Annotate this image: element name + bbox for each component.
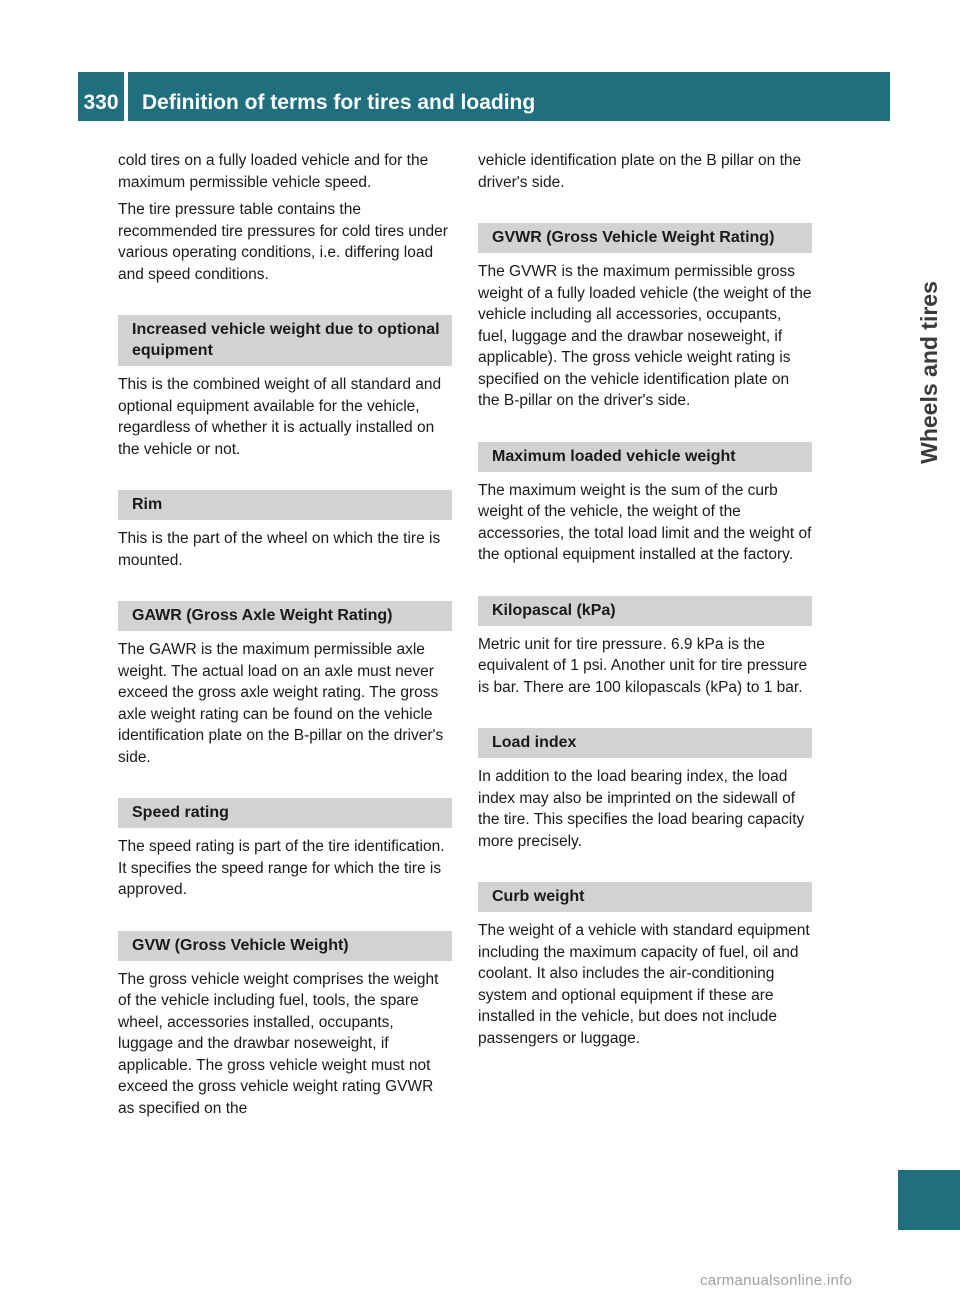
body-paragraph: The GVWR is the maximum permissible gross weight of a fully loaded vehicle (the weight of the vehicle including all accessories, occupants, fuel, luggage and the drawbar noseweight, if applicable). The gross vehicle weight rating is specified on the vehicle identification plate on the B-pillar on the driver's side.: [478, 263, 812, 409]
page-title: Definition of terms for tires and loading: [128, 72, 890, 121]
body-paragraph: The tire pressure table contains the recommended tire pressures for cold tires under various operating conditions, i.e. differing load and speed conditions.: [118, 201, 448, 283]
section-heading: Rim: [118, 490, 452, 520]
body-paragraph: Metric unit for tire pressure. 6.9 kPa is the equivalent of 1 psi. Another unit for tire pressure is bar. There are 100 kilopascals (kPa) to 1 bar.: [478, 635, 808, 696]
body-paragraph: vehicle identification plate on the B pillar on the driver's side.: [478, 152, 802, 191]
section-heading: GVWR (Gross Vehicle Weight Rating): [478, 223, 812, 253]
body-paragraph: The maximum weight is the sum of the curb weight of the vehicle, the weight of the accessories, the total load limit and the weight of the optional equipment installed at the factory.: [478, 481, 812, 563]
section-heading: Load index: [478, 728, 812, 758]
section-heading: GAWR (Gross Axle Weight Rating): [118, 601, 452, 631]
body-paragraph: cold tires on a fully loaded vehicle and for the maximum permissible vehicle speed.: [118, 152, 429, 191]
section-heading: Kilopascal (kPa): [478, 596, 812, 626]
section-heading: Maximum loaded vehicle weight: [478, 442, 812, 472]
body-paragraph: The GAWR is the maximum permissible axle weight. The actual load on an axle must never exceed the gross axle weight rating. The gross axle weight rating can be found on the vehicle identification plate on the B-pillar on the driver's side.: [118, 641, 444, 766]
watermark: carmanualsonline.info: [700, 1272, 853, 1289]
body-paragraph: This is the combined weight of all standard and optional equipment available for the vehicle, regardless of whether it is actually installed on the vehicle or not.: [118, 376, 442, 458]
section-tab: [898, 72, 960, 672]
page-number: 330: [78, 72, 124, 121]
section-heading: GVW (Gross Vehicle Weight): [118, 931, 452, 961]
section-heading: Speed rating: [118, 798, 452, 828]
body-paragraph: The weight of a vehicle with standard equipment including the maximum capacity of fuel, oil and coolant. It also includes the air-conditioning system and optional equipment if these are installed in the vehicle, but does not include passengers or luggage.: [478, 922, 810, 1047]
body-paragraph: The speed rating is part of the tire identification. It specifies the speed range for which the tire is approved.: [118, 838, 445, 898]
left-column: [118, 150, 452, 1125]
body-paragraph: This is the part of the wheel on which the tire is mounted.: [118, 530, 441, 569]
body-paragraph: The gross vehicle weight comprises the weight of the vehicle including fuel, tools, the spare wheel, accessories installed, occupants, luggage and the drawbar noseweight, if applicable. The gross vehicle weight must not exceed the gross vehicle weight rating GVWR as specified on the: [118, 970, 439, 1117]
body-paragraph: In addition to the load bearing index, the load index may also be imprinted on the sidewall of the tire. This specifies the load bearing capacity more precisely.: [478, 768, 805, 850]
section-heading: Increased vehicle weight due to optional equipment: [118, 315, 452, 366]
right-column: [478, 150, 812, 1055]
section-tab-marker: [898, 1170, 960, 1230]
section-tab-label: Wheels and tires: [915, 280, 942, 464]
section-heading: Curb weight: [478, 882, 812, 912]
